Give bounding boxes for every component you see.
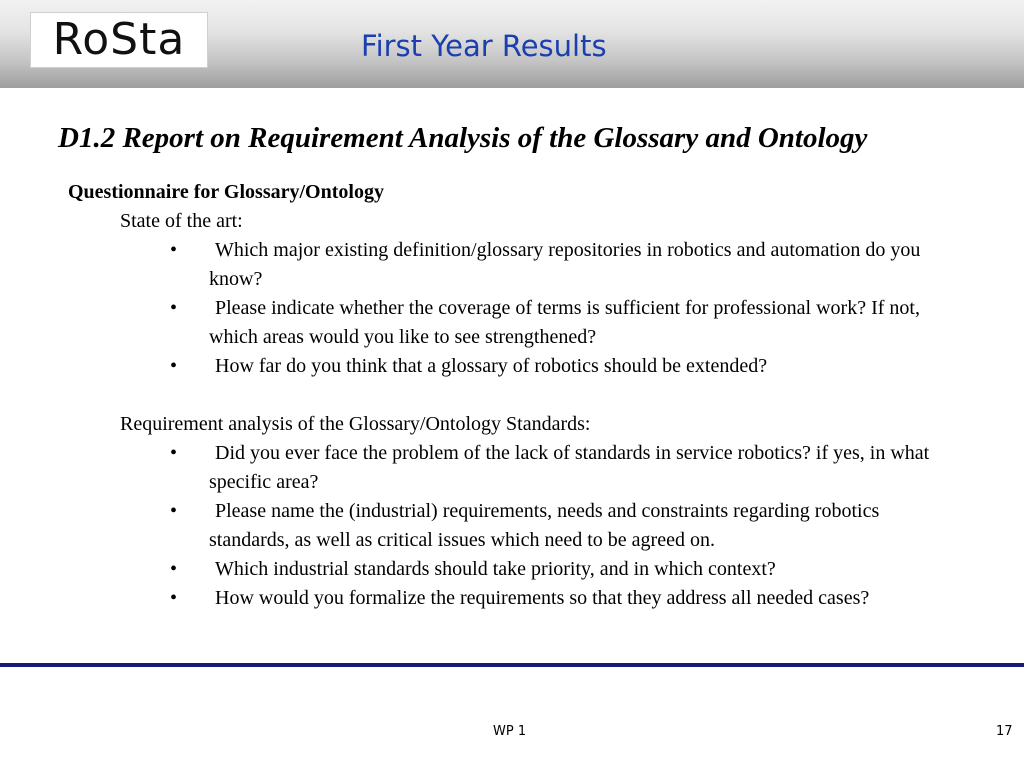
bullet-marker: • <box>170 587 178 609</box>
bullet-text: Did you ever face the problem of the lack of standards in service robotics? if yes, in what specific area? <box>209 442 930 493</box>
bullet-marker: • <box>170 442 178 464</box>
bullet-marker: • <box>170 558 178 580</box>
header-title: First Year Results <box>361 29 607 63</box>
footer-divider <box>0 663 1024 667</box>
bullet-text: Which major existing definition/glossary repositories in robotics and automation do you know? <box>209 239 921 290</box>
bullet-marker: • <box>170 297 178 319</box>
bullet-marker: • <box>170 355 178 377</box>
bullet-text: Which industrial standards should take priority, and in which context? <box>215 558 776 580</box>
bullet-text: Please name the (industrial) requirements, needs and constraints regarding robotics standards, as well as critical issues which need to be agreed on. <box>209 500 880 551</box>
bullet-marker: • <box>170 500 178 522</box>
bullet-text: How far do you think that a glossary of robotics should be extended? <box>215 355 768 377</box>
rosta-logo <box>30 12 208 68</box>
bullet-marker: • <box>170 239 178 261</box>
slide-subtitle: D1.2 Report on Requirement Analysis of the Glossary and Ontology <box>58 122 868 154</box>
slide-header <box>0 0 1024 88</box>
questionnaire-title: Questionnaire for Glossary/Ontology <box>68 181 384 203</box>
footer-work-package: WP 1 <box>493 724 527 739</box>
footer-page-number: 17 <box>996 724 1013 739</box>
logo-text: RoSta <box>52 14 186 65</box>
section-heading-requirement-analysis: Requirement analysis of the Glossary/Ontology Standards: <box>120 413 591 435</box>
section-heading-state-of-art: State of the art: <box>120 210 243 232</box>
bullet-text: How would you formalize the requirements so that they address all needed cases? <box>215 587 870 609</box>
bullet-text: Please indicate whether the coverage of terms is sufficient for professional work? If not, which areas would you like to see strengthened? <box>209 297 920 348</box>
